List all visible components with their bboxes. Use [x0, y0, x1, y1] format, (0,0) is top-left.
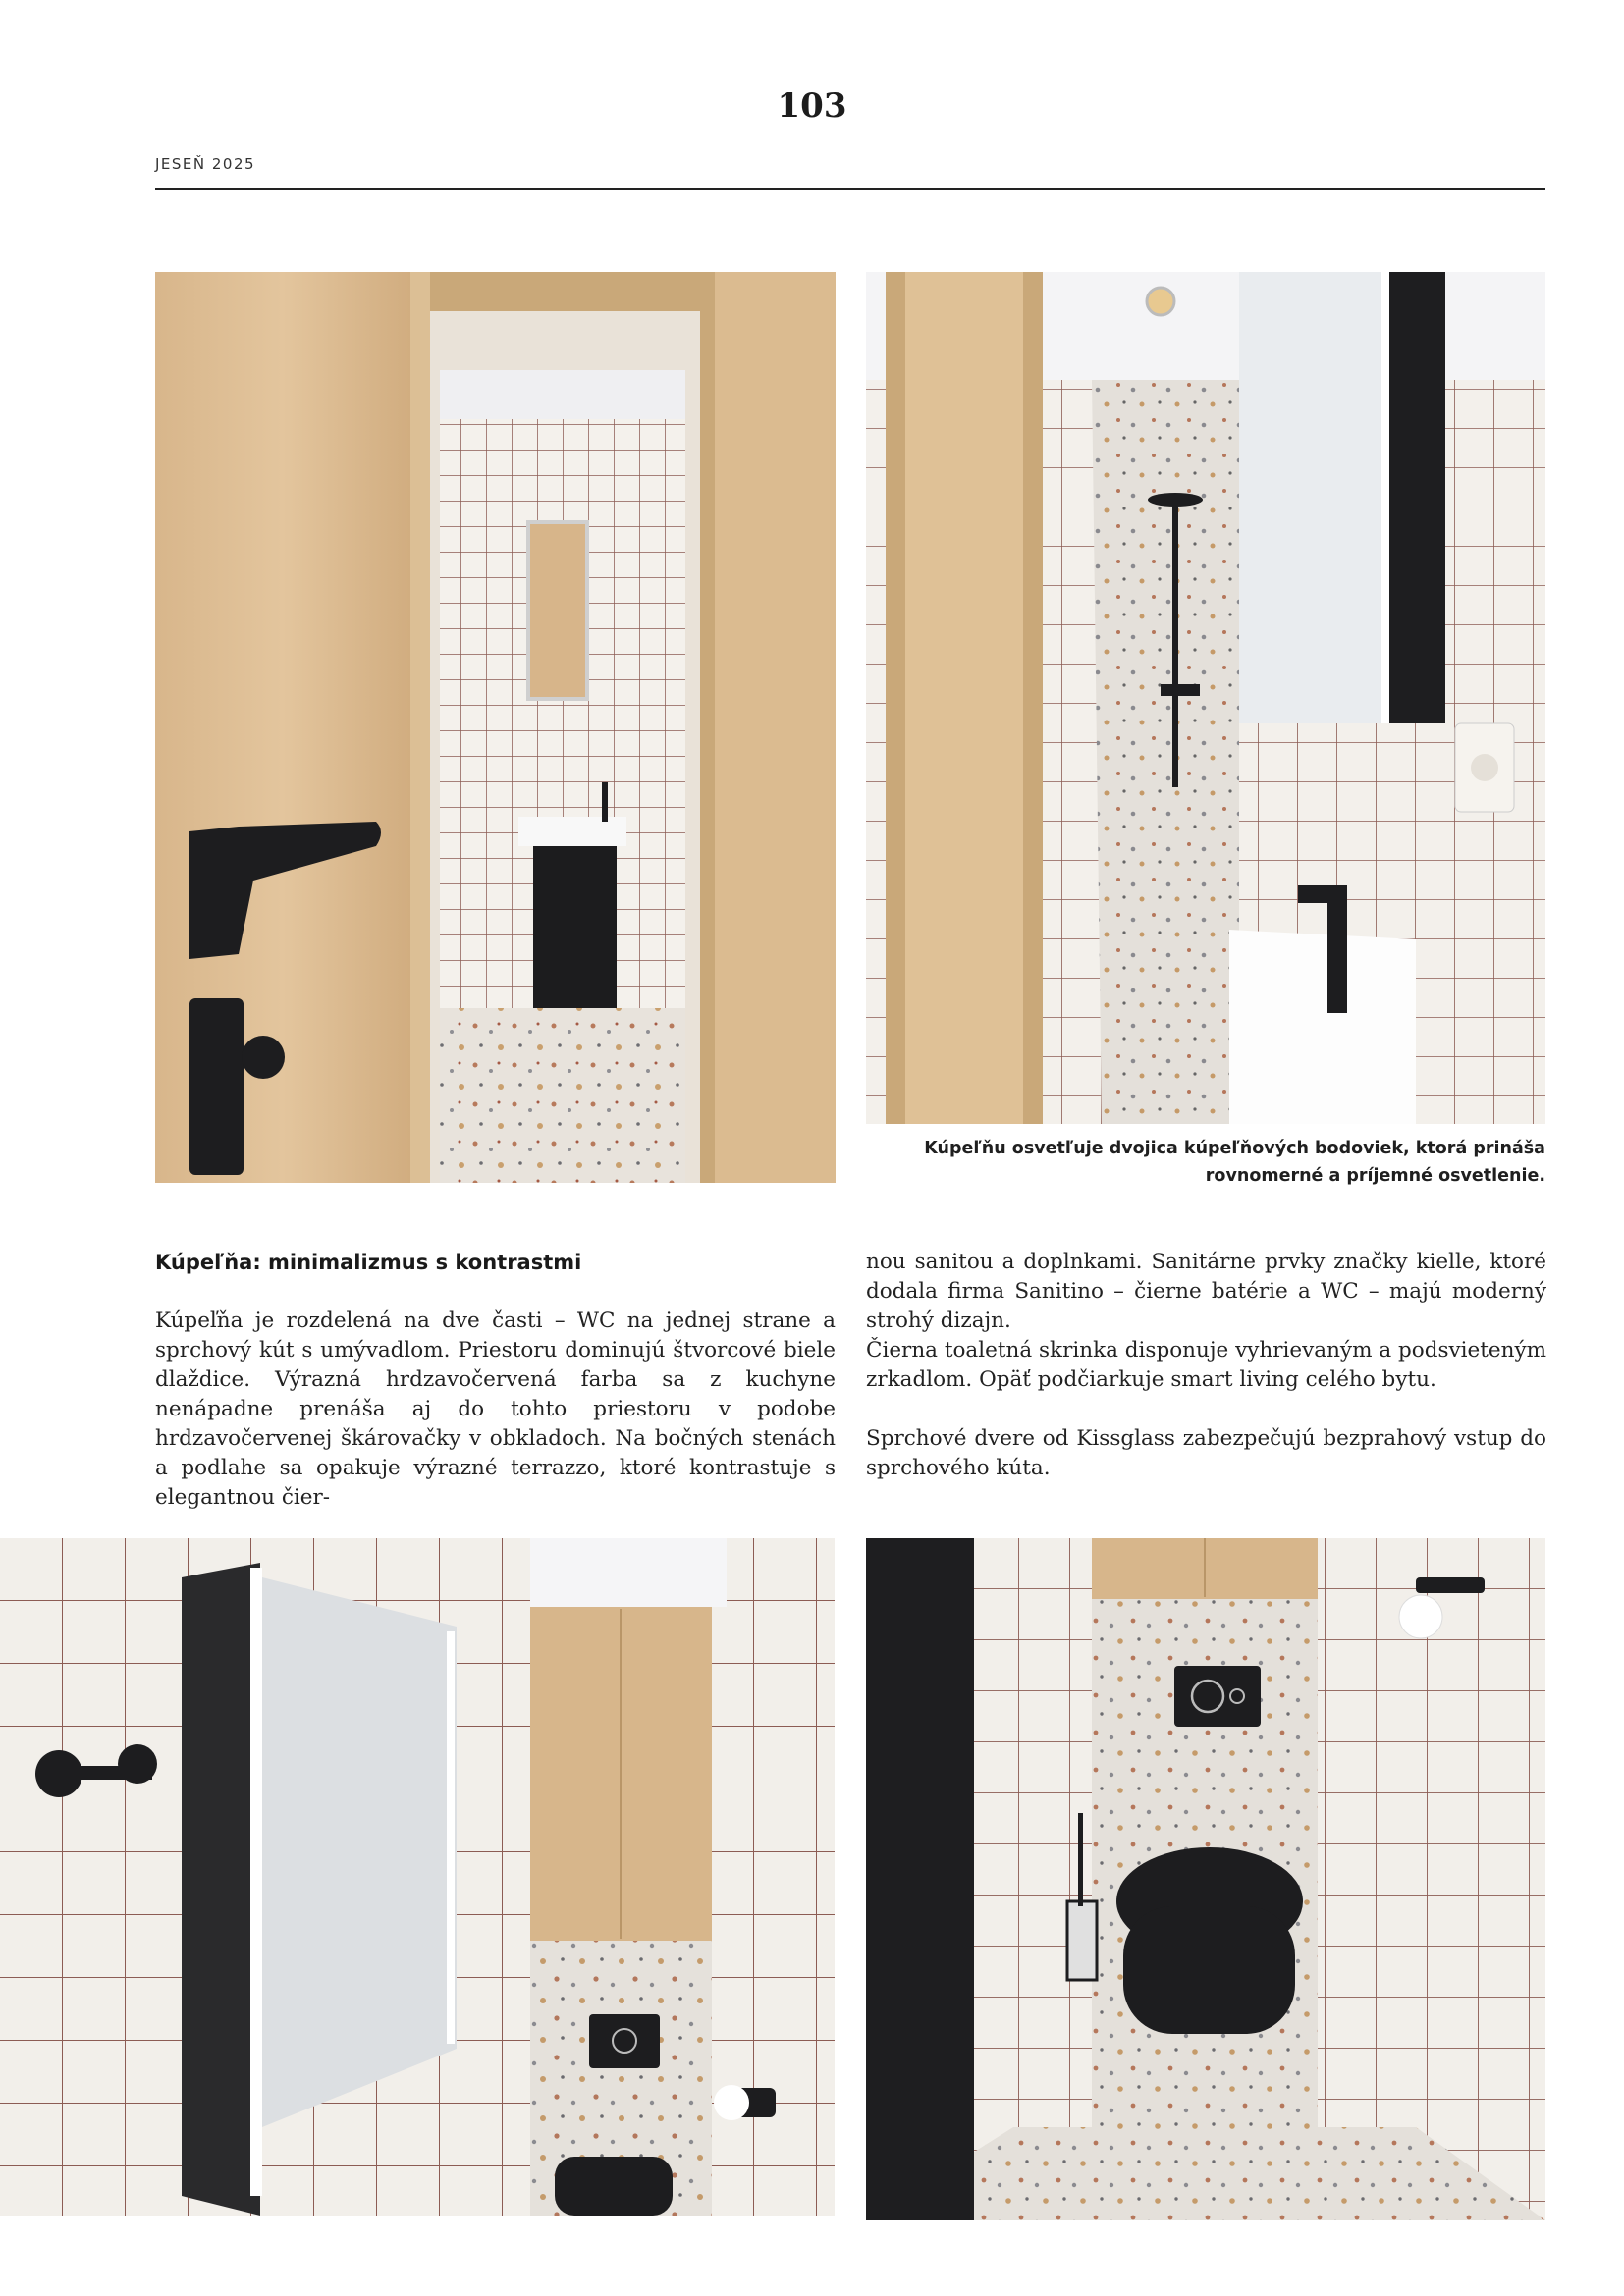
caption-line-1: Kúpeľňu osvetľuje dvojica kúpeľňových bodoviek, ktorá prináša	[924, 1139, 1545, 1158]
photo-caption	[866, 1135, 1545, 1190]
page-number: 103	[777, 86, 847, 126]
header-divider	[155, 188, 1545, 190]
article-paragraph: nou sanitou a doplnkami. Sanitárne prvky značky kielle, ktoré dodala firma Sanitino – čierne batérie a WC – majú moderný strohý dizajn.	[866, 1250, 1546, 1333]
article-paragraph: Čierna toaletná skrinka disponuje vyhrievaným a podsvieteným zrkadlom. Opäť podčiarkuje smart living celého bytu.	[866, 1338, 1546, 1392]
article-column-left	[155, 1307, 836, 1513]
article-paragraph: Sprchové dvere od Kissglass zabezpečujú bezprahový vstup do sprchového kúta.	[866, 1426, 1546, 1480]
photo-door-view	[155, 272, 836, 1183]
caption-line-2: rovnomerné a príjemné osvetlenie.	[1205, 1166, 1545, 1186]
photo-wc-view	[866, 1538, 1545, 2220]
article-column-right	[866, 1248, 1546, 1483]
issue-label: JESEŇ 2025	[155, 155, 256, 173]
photo-shower-view	[866, 272, 1545, 1124]
article-paragraph: Kúpeľňa je rozdelená na dve časti – WC na jednej strane a sprchový kút s umývadlom. Priestoru dominujú štvorcové biele dlaždice. Výrazná hrdzavočervená farba sa z kuchyne nenápadne prenáša aj do tohto priestoru v podobe hrdzavočervenej škárovačky v obkladoch. Na bočných stenách a podlahe sa opakuje výrazné terrazzo, ktoré kontrastuje s elegantnou čier-	[155, 1308, 836, 1510]
article-subhead: Kúpeľňa: minimalizmus s kontrastmi	[155, 1251, 582, 1274]
photo-mirror-view	[0, 1538, 835, 2216]
